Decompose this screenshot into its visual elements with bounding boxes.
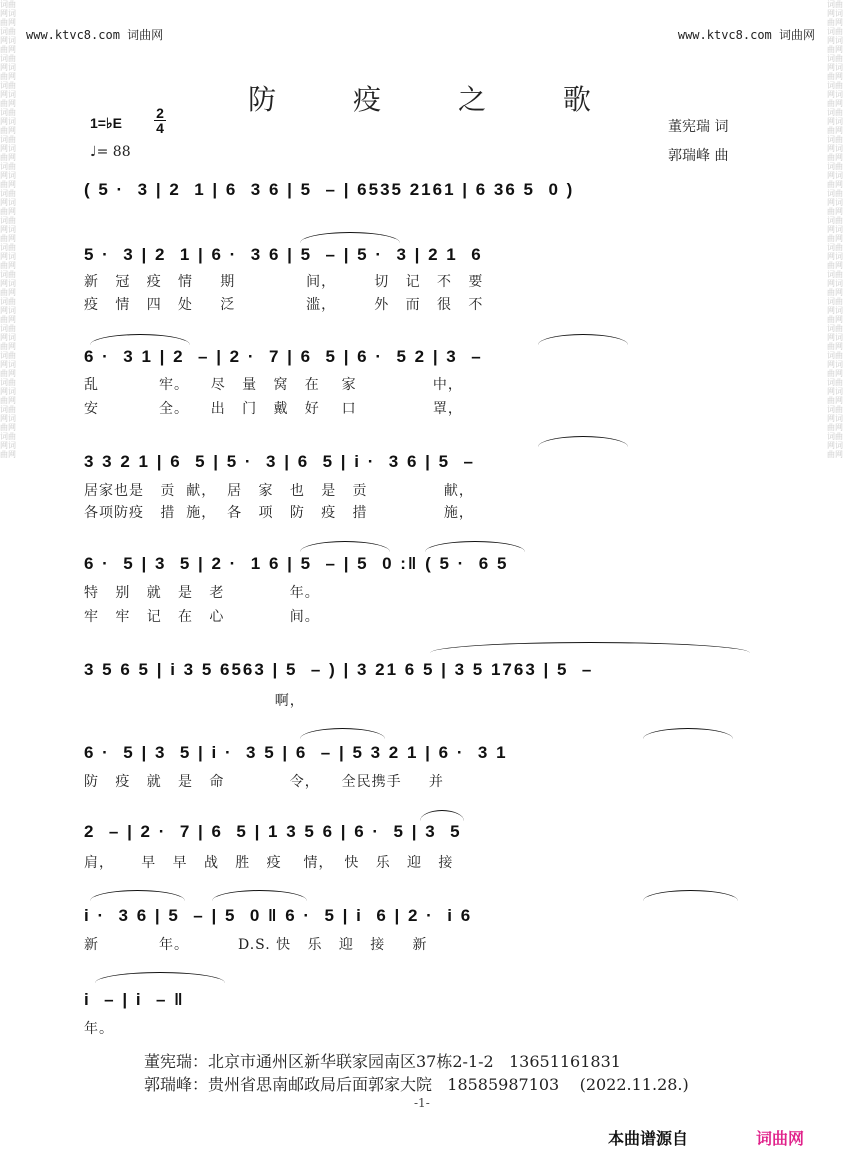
time-signature-top: 2 <box>156 105 164 121</box>
key-signature: 1=♭E <box>90 115 122 131</box>
slur <box>425 541 525 552</box>
score-line-3-lyric-1: 乱 牢。 尽 量 窝 在 家 中， <box>84 377 463 393</box>
score-line-7-lyric-1: 防 疫 就 是 命 令， 全民携手 并 <box>84 774 444 790</box>
site-logo[interactable]: 词曲网 <box>756 1131 805 1148</box>
watermark-right: 词曲网词曲网词曲网词曲网词曲网词曲网词曲网词曲网词曲网词曲网词曲网词曲网词曲网词曲网词曲网词曲网词曲网词曲网词曲网词曲网词曲网词曲网词曲网词曲网词曲网词曲网词曲网词曲网词曲网词曲网词曲网词曲网词曲网词曲网 <box>827 0 843 459</box>
composer-credit: 郭瑞峰 曲 <box>668 148 729 164</box>
score-line-3-notes: 6 · 3 1 | 2 – | 2 · 7 | 6 5 | 6 · 5 2 | 3 – <box>84 347 483 366</box>
tempo-mark: ♩= 88 <box>90 144 131 160</box>
lyricist-credit: 董宪瑞 词 <box>668 119 729 135</box>
score-line-9-notes: i · 3 6 | 5 – | 5 0 ‖ 6 · 5 | i 6 | 2 · i 6 <box>84 906 473 925</box>
score-line-6-notes: 3 5 6 5 | i 3 5 6563 | 5 – ) | 3 21 6 5 | 3 5 1763 | 5 – <box>84 660 594 679</box>
score-line-5-notes: 6 · 5 | 3 5 | 2 · 1 6 | 5 – | 5 0 :‖ ( 5 · 6 5 <box>84 554 509 573</box>
slur <box>420 810 464 821</box>
slur <box>300 232 400 243</box>
footer-contact-composer: 郭瑞峰：贵州省思南邮政局后面郭家大院 18585987103 (2022.11.28.) <box>144 1075 689 1094</box>
score-line-2-lyric-2: 疫 情 四 处 泛 滥， 外 而 很 不 <box>84 297 484 313</box>
site-link-right[interactable]: www.ktvc8.com 词曲网 <box>677 28 815 42</box>
slur <box>95 972 225 983</box>
site-link-left[interactable]: www.ktvc8.com 词曲网 <box>26 28 164 42</box>
slur <box>643 890 738 901</box>
slur <box>538 334 628 345</box>
score-line-4-notes: 3 3 2 1 | 6 5 | 5 · 3 | 6 5 | i · 3 6 | 5 – <box>84 452 475 471</box>
score-line-4-lyric-1: 居家也是 贡 献， 居 家 也 是 贡 献， <box>84 483 474 499</box>
score-line-8-lyric-1: 肩， 早 早 战 胜 疫 情， 快 乐 迎 接 <box>84 855 454 871</box>
slur <box>643 728 733 739</box>
slur <box>300 728 385 739</box>
slur <box>538 436 628 447</box>
score-line-9-lyric-1: 新 年。 D.S. 快 乐 迎 接 新 <box>84 937 428 953</box>
slur <box>90 890 185 901</box>
slur <box>300 541 390 552</box>
time-signature <box>154 106 166 135</box>
score-line-1-notes: ( 5 · 3 | 2 1 | 6 3 6 | 5 – | 6535 2161 | 6 36 5 0 ) <box>84 180 575 199</box>
watermark-left: 词曲网词曲网词曲网词曲网词曲网词曲网词曲网词曲网词曲网词曲网词曲网词曲网词曲网词曲网词曲网词曲网词曲网词曲网词曲网词曲网词曲网词曲网词曲网词曲网词曲网词曲网词曲网词曲网词曲网词曲网词曲网词曲网词曲网词曲网 <box>0 0 16 459</box>
score-line-7-notes: 6 · 5 | 3 5 | i · 3 5 | 6 – | 5 3 2 1 | 6 · 3 1 <box>84 743 508 762</box>
time-signature-bottom: 4 <box>156 120 164 136</box>
footer-contact-lyricist: 董宪瑞：北京市通州区新华联家园南区37栋2-1-2 13651161831 <box>144 1052 621 1071</box>
slur <box>212 890 307 901</box>
song-title: 防 疫 之 歌 <box>248 83 625 116</box>
score-line-10-notes: i – | i – ‖ <box>84 990 185 1009</box>
score-line-2-notes: 5 · 3 | 2 1 | 6 · 3 6 | 5 – | 5 · 3 | 2 1 6 <box>84 245 483 264</box>
score-line-4-lyric-2: 各项防疫 措 施， 各 项 防 疫 措 施， <box>84 505 474 521</box>
page-number: -1- <box>414 1096 430 1110</box>
source-label: 本曲谱源自 <box>608 1131 689 1148</box>
score-line-10-lyric-1: 年。 <box>84 1021 114 1037</box>
score-line-8-notes: 2 – | 2 · 7 | 6 5 | 1 3 5 6 | 6 · 5 | 3 5 <box>84 822 462 841</box>
score-line-5-lyric-1: 特 别 就 是 老 年。 <box>84 585 320 601</box>
score-line-3-lyric-2: 安 全。 出 门 戴 好 口 罩， <box>84 401 463 417</box>
score-line-5-lyric-2: 牢 牢 记 在 心 间。 <box>84 609 320 625</box>
score-line-2-lyric-1: 新 冠 疫 情 期 间， 切 记 不 要 <box>84 274 484 290</box>
slur <box>430 642 750 653</box>
score-line-6-lyric-1: 啊， <box>84 693 305 709</box>
slur <box>90 334 190 345</box>
